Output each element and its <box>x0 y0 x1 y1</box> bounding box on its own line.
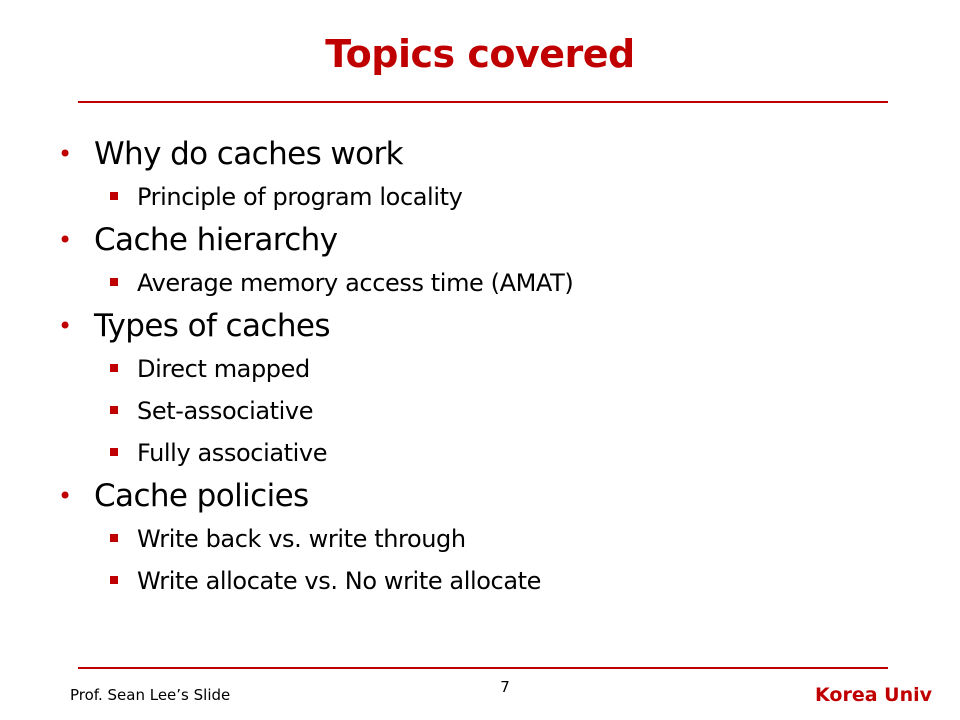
sub-bullet-text: Set-associative <box>137 397 314 425</box>
sub-bullet-text: Direct mapped <box>137 355 310 383</box>
sub-bullet-item <box>58 518 918 560</box>
slide-title: Topics covered <box>325 32 635 76</box>
bullet-list <box>58 132 918 602</box>
square-bullet-icon <box>110 534 118 542</box>
bullet-dot-icon: • <box>58 312 72 340</box>
square-bullet-icon <box>110 192 118 200</box>
sub-bullet-item <box>58 176 918 218</box>
square-bullet-icon <box>110 576 118 584</box>
sub-bullet-text: Average memory access time (AMAT) <box>137 269 574 297</box>
bullet-dot-icon: • <box>58 140 72 168</box>
square-bullet-icon <box>110 364 118 372</box>
square-bullet-icon <box>110 278 118 286</box>
bullet-item <box>58 304 918 348</box>
bullet-text: Why do caches work <box>94 136 404 172</box>
bullet-text: Cache hierarchy <box>94 222 338 258</box>
sub-bullet-text: Principle of program locality <box>137 183 463 211</box>
bullet-item <box>58 218 918 262</box>
sub-bullet-item <box>58 560 918 602</box>
bullet-item <box>58 474 918 518</box>
bullet-text: Cache policies <box>94 478 309 514</box>
sub-bullet-text: Write allocate vs. No write allocate <box>137 567 542 595</box>
bullet-dot-icon: • <box>58 226 72 254</box>
footer-institution: Korea Univ <box>815 684 932 706</box>
sub-bullet-text: Write back vs. write through <box>137 525 466 553</box>
square-bullet-icon <box>110 406 118 414</box>
sub-bullet-text: Fully associative <box>137 439 328 467</box>
sub-bullet-item <box>58 432 918 474</box>
footer-author: Prof. Sean Lee’s Slide <box>70 686 231 704</box>
bullet-text: Types of caches <box>94 308 330 344</box>
bullet-item <box>58 132 918 176</box>
sub-bullet-item <box>58 262 918 304</box>
bullet-dot-icon: • <box>58 482 72 510</box>
page-number: 7 <box>500 678 510 696</box>
title-divider <box>78 101 888 103</box>
square-bullet-icon <box>110 448 118 456</box>
sub-bullet-item <box>58 348 918 390</box>
sub-bullet-item <box>58 390 918 432</box>
footer-divider <box>78 667 888 669</box>
